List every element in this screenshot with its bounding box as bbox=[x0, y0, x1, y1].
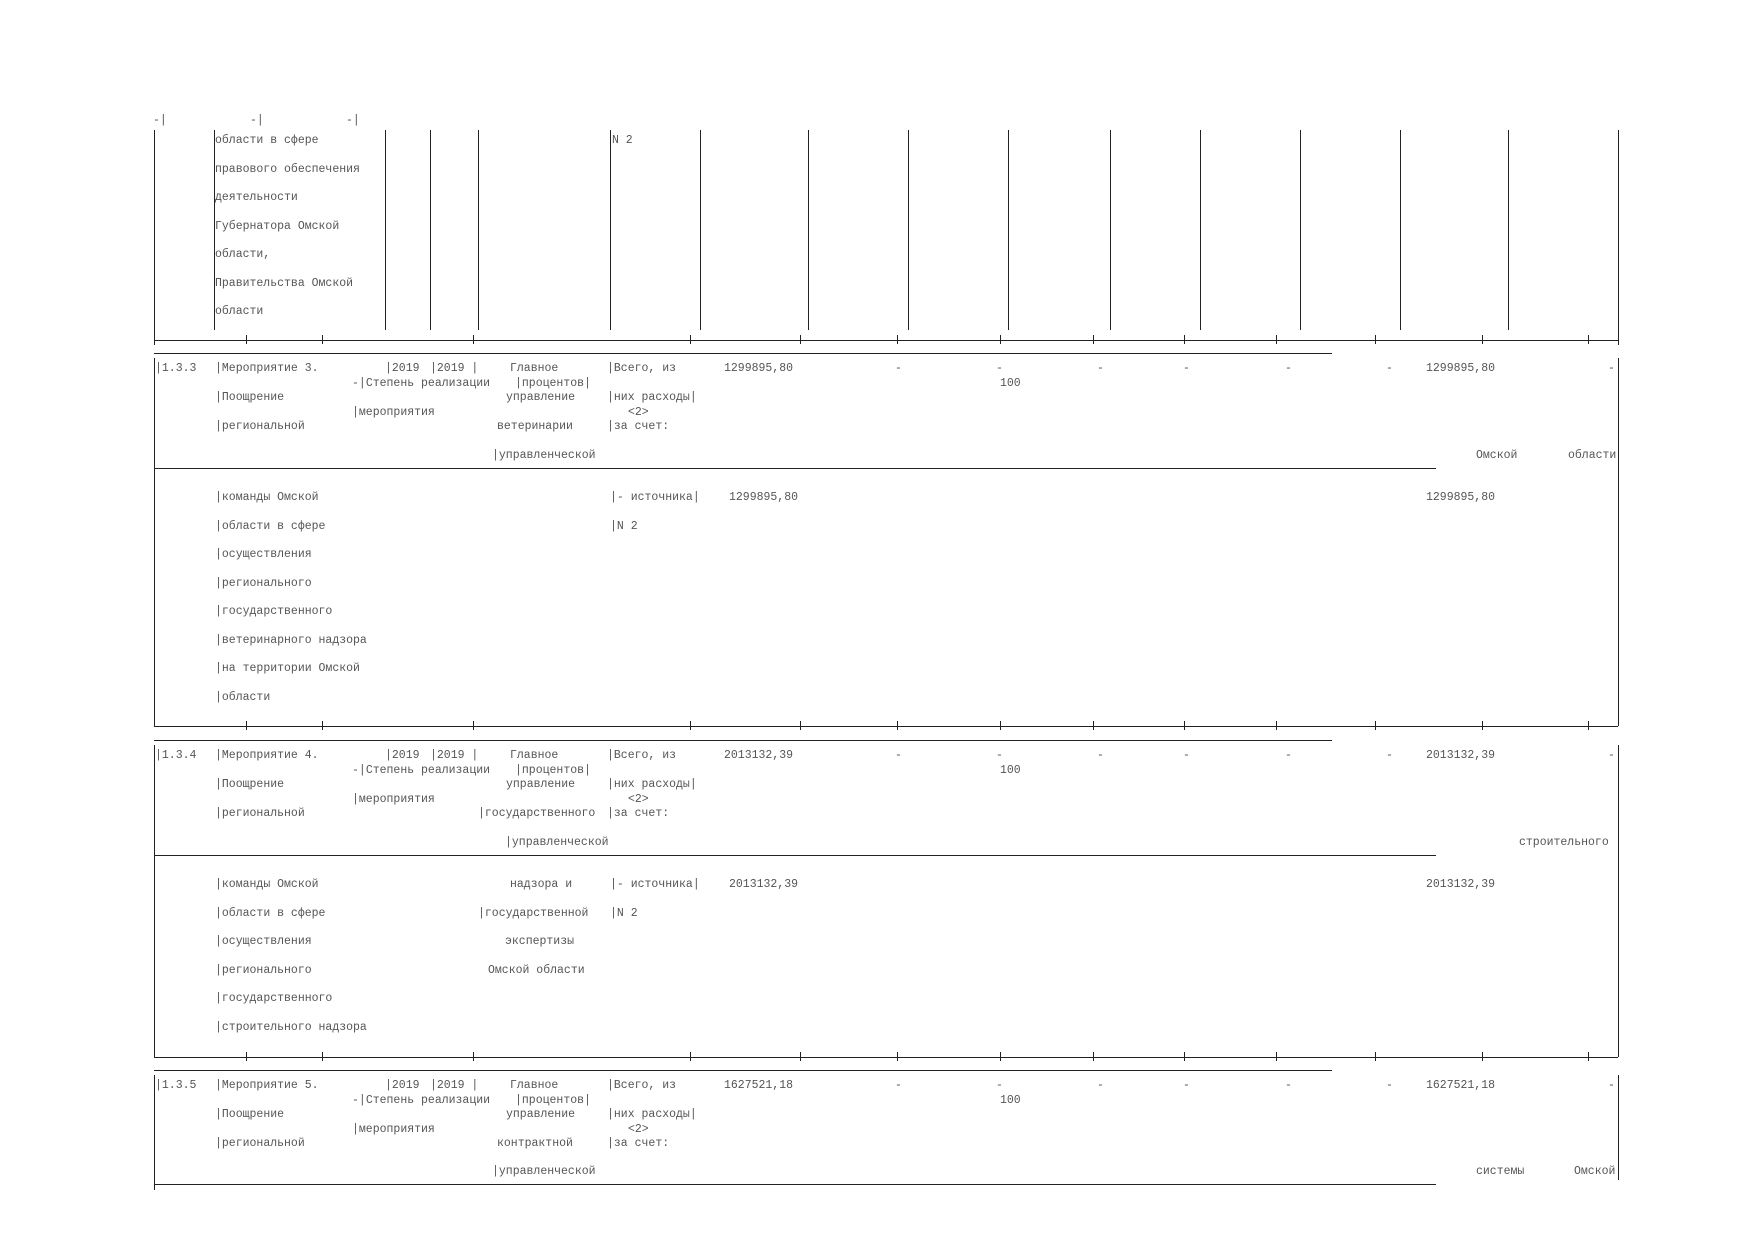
col-sep bbox=[700, 130, 701, 330]
col-sep bbox=[610, 130, 611, 330]
name-line: |региональной bbox=[215, 1137, 305, 1150]
col-tick bbox=[1276, 721, 1277, 730]
dash-cell: - bbox=[895, 362, 902, 375]
source-total: 2013132,39 bbox=[729, 878, 799, 891]
executor-wrap: |управленческой bbox=[492, 1165, 596, 1178]
executor-line: |государственного bbox=[478, 807, 596, 820]
row-divider bbox=[154, 468, 1436, 469]
name-line: |Поощрение bbox=[215, 1108, 285, 1121]
col-tick bbox=[1276, 1052, 1277, 1061]
dash-cell: - bbox=[1386, 749, 1393, 762]
executor-line: контрактной bbox=[497, 1137, 573, 1150]
col-tick bbox=[1093, 721, 1094, 730]
name-line: |строительного надзора bbox=[215, 1021, 367, 1034]
row-divider bbox=[154, 1070, 1332, 1071]
col-sep bbox=[1110, 130, 1111, 330]
executor-line: управление bbox=[506, 391, 576, 404]
col-tick bbox=[1000, 1052, 1001, 1061]
dash-cell: - bbox=[1386, 1079, 1393, 1092]
dash-cell: - bbox=[996, 1079, 1003, 1092]
col-sep bbox=[1400, 130, 1401, 330]
finance-line: |за счет: bbox=[607, 1137, 670, 1150]
source-total-right: 2013132,39 bbox=[1426, 878, 1496, 891]
dash-cell: - bbox=[1183, 1079, 1190, 1092]
col-tick bbox=[1184, 335, 1185, 344]
col-tick bbox=[1588, 1052, 1589, 1061]
finance-line: |- источника| bbox=[610, 878, 700, 891]
dash-cell: -| bbox=[153, 114, 167, 127]
dash-cell: - bbox=[1097, 1079, 1104, 1092]
name-line: |ветеринарного надзора bbox=[215, 634, 367, 647]
col-tick bbox=[897, 1052, 898, 1061]
indicator: -|Степень реализации bbox=[352, 1094, 491, 1107]
total-value: 1627521,18 bbox=[724, 1079, 794, 1092]
dash-cell: - bbox=[1183, 749, 1190, 762]
finance-line: |N 2 bbox=[610, 520, 638, 533]
row-divider bbox=[154, 726, 1618, 727]
col-tick bbox=[1482, 721, 1483, 730]
cont-name-line: правового обеспечения bbox=[215, 163, 360, 176]
name-line: |области в сфере bbox=[215, 907, 326, 920]
executor-wrap: |управленческой bbox=[505, 836, 609, 849]
finance-line: <2> bbox=[628, 1123, 649, 1136]
row-number: |1.3.3 bbox=[155, 362, 197, 375]
executor-line: экспертизы bbox=[505, 935, 575, 948]
table-left-border bbox=[154, 358, 155, 726]
col-tick bbox=[473, 721, 474, 730]
cont-name-line: Правительства Омской bbox=[215, 277, 354, 290]
indicator-line2: |мероприятия bbox=[352, 406, 435, 419]
col-tick bbox=[1000, 335, 1001, 344]
table-left-border bbox=[154, 130, 155, 345]
name-line: |Поощрение bbox=[215, 778, 285, 791]
name-line: |на территории Омской bbox=[215, 662, 360, 675]
dash-cell: - bbox=[996, 749, 1003, 762]
total-value-right: 1299895,80 bbox=[1426, 362, 1496, 375]
dash-cell: - bbox=[1608, 362, 1615, 375]
executor-line: Главное bbox=[510, 749, 559, 762]
row-number: |1.3.4 bbox=[155, 749, 197, 762]
unit: |процентов| bbox=[515, 377, 591, 390]
executor-wrap: системы bbox=[1476, 1165, 1525, 1178]
col-tick bbox=[246, 335, 247, 344]
name-line: |Поощрение bbox=[215, 391, 285, 404]
executor-line: Омской области bbox=[488, 964, 585, 977]
target-value: 100 bbox=[1000, 1094, 1021, 1107]
col-sep bbox=[1008, 130, 1009, 330]
indicator-line2: |мероприятия bbox=[352, 793, 435, 806]
col-tick bbox=[1375, 1052, 1376, 1061]
table-right-border bbox=[1618, 745, 1619, 1057]
dash-cell: - bbox=[1097, 362, 1104, 375]
col-tick bbox=[800, 1052, 801, 1061]
table-left-border bbox=[154, 1075, 155, 1190]
finance-line: <2> bbox=[628, 793, 649, 806]
name-line: |регионального bbox=[215, 964, 312, 977]
row-divider bbox=[154, 1057, 1618, 1058]
year-end: |2019 | bbox=[430, 749, 479, 762]
col-tick bbox=[690, 335, 691, 344]
finance-line: |- источника| bbox=[610, 491, 700, 504]
finance-line: |Всего, из bbox=[607, 749, 677, 762]
year-start: |2019 bbox=[385, 749, 420, 762]
cont-source-note: N 2 bbox=[612, 134, 633, 147]
col-sep bbox=[385, 130, 386, 330]
col-tick bbox=[1093, 335, 1094, 344]
col-tick bbox=[1588, 335, 1589, 344]
col-tick bbox=[690, 1052, 691, 1061]
col-sep bbox=[808, 130, 809, 330]
col-tick bbox=[1375, 721, 1376, 730]
name-line: |команды Омской bbox=[215, 878, 319, 891]
dash-cell: - bbox=[1285, 362, 1292, 375]
executor-line: |государственной bbox=[478, 907, 589, 920]
finance-line: |Всего, из bbox=[607, 1079, 677, 1092]
col-tick bbox=[246, 1052, 247, 1061]
name-line: |осуществления bbox=[215, 548, 312, 561]
col-tick bbox=[1184, 1052, 1185, 1061]
table-right-border bbox=[1618, 130, 1619, 345]
name-line: |региональной bbox=[215, 807, 305, 820]
finance-line: |за счет: bbox=[607, 420, 670, 433]
indicator: -|Степень реализации bbox=[352, 764, 491, 777]
total-value-right: 2013132,39 bbox=[1426, 749, 1496, 762]
executor-wrap: Омской bbox=[1574, 1165, 1616, 1178]
row-title: |Мероприятие 4. bbox=[215, 749, 319, 762]
cont-name-line: области в сфере bbox=[215, 134, 319, 147]
finance-line: <2> bbox=[628, 406, 649, 419]
executor-line: ветеринарии bbox=[497, 420, 573, 433]
row-title: |Мероприятие 5. bbox=[215, 1079, 319, 1092]
row-divider bbox=[154, 340, 1618, 341]
col-tick bbox=[800, 335, 801, 344]
dash-cell: -| bbox=[250, 114, 264, 127]
dash-cell: - bbox=[1608, 1079, 1615, 1092]
col-tick bbox=[690, 721, 691, 730]
name-line: |области bbox=[215, 691, 271, 704]
executor-line: Главное bbox=[510, 362, 559, 375]
total-value-right: 1627521,18 bbox=[1426, 1079, 1496, 1092]
executor-line: управление bbox=[506, 778, 576, 791]
finance-line: |N 2 bbox=[610, 907, 638, 920]
cont-name-line: деятельности bbox=[215, 191, 298, 204]
year-end: |2019 | bbox=[430, 362, 479, 375]
executor-line: управление bbox=[506, 1108, 576, 1121]
name-line: |государственного bbox=[215, 605, 333, 618]
name-line: |региональной bbox=[215, 420, 305, 433]
year-start: |2019 bbox=[385, 1079, 420, 1092]
row-divider bbox=[154, 740, 1332, 741]
executor-wrap: Омской bbox=[1476, 449, 1518, 462]
col-tick bbox=[246, 721, 247, 730]
finance-line: |них расходы| bbox=[607, 1108, 697, 1121]
col-tick bbox=[1375, 335, 1376, 344]
indicator-line2: |мероприятия bbox=[352, 1123, 435, 1136]
col-tick bbox=[1276, 335, 1277, 344]
finance-line: |них расходы| bbox=[607, 391, 697, 404]
source-total: 1299895,80 bbox=[729, 491, 799, 504]
dash-cell: - bbox=[1285, 749, 1292, 762]
row-number: |1.3.5 bbox=[155, 1079, 197, 1092]
finance-line: |них расходы| bbox=[607, 778, 697, 791]
target-value: 100 bbox=[1000, 377, 1021, 390]
col-sep bbox=[478, 130, 479, 330]
col-tick bbox=[1093, 1052, 1094, 1061]
name-line: |осуществления bbox=[215, 935, 312, 948]
executor-line: Главное bbox=[510, 1079, 559, 1092]
total-value: 2013132,39 bbox=[724, 749, 794, 762]
finance-line: |за счет: bbox=[607, 807, 670, 820]
col-tick bbox=[1482, 1052, 1483, 1061]
col-sep bbox=[430, 130, 431, 330]
dash-cell: -| bbox=[346, 114, 360, 127]
row-divider bbox=[154, 1184, 1436, 1185]
name-line: |регионального bbox=[215, 577, 312, 590]
dash-cell: - bbox=[895, 749, 902, 762]
table-right-border bbox=[1618, 1075, 1619, 1180]
dash-cell: - bbox=[1608, 749, 1615, 762]
dash-cell: - bbox=[895, 1079, 902, 1092]
dash-cell: - bbox=[1097, 749, 1104, 762]
name-line: |государственного bbox=[215, 992, 333, 1005]
row-title: |Мероприятие 3. bbox=[215, 362, 319, 375]
row-divider bbox=[154, 855, 1436, 856]
col-tick bbox=[1482, 335, 1483, 344]
row-divider bbox=[154, 353, 1332, 354]
col-sep bbox=[1300, 130, 1301, 330]
cont-name-line: области bbox=[215, 305, 264, 318]
target-value: 100 bbox=[1000, 764, 1021, 777]
finance-line: |Всего, из bbox=[607, 362, 677, 375]
col-tick bbox=[473, 335, 474, 344]
year-start: |2019 bbox=[385, 362, 420, 375]
dash-cell: - bbox=[1386, 362, 1393, 375]
name-line: |области в сфере bbox=[215, 520, 326, 533]
col-tick bbox=[1588, 721, 1589, 730]
table-left-border bbox=[154, 745, 155, 1057]
col-tick bbox=[473, 1052, 474, 1061]
executor-wrap: строительного bbox=[1519, 836, 1609, 849]
col-tick bbox=[897, 335, 898, 344]
col-sep bbox=[1508, 130, 1509, 330]
table-right-border bbox=[1618, 358, 1619, 726]
dash-cell: - bbox=[1285, 1079, 1292, 1092]
col-tick bbox=[322, 721, 323, 730]
col-tick bbox=[322, 335, 323, 344]
col-tick bbox=[322, 1052, 323, 1061]
col-sep bbox=[908, 130, 909, 330]
source-total-right: 1299895,80 bbox=[1426, 491, 1496, 504]
col-tick bbox=[1000, 721, 1001, 730]
unit: |процентов| bbox=[515, 764, 591, 777]
dash-cell: - bbox=[1183, 362, 1190, 375]
executor-wrap: области bbox=[1568, 449, 1617, 462]
unit: |процентов| bbox=[515, 1094, 591, 1107]
col-tick bbox=[897, 721, 898, 730]
col-tick bbox=[800, 721, 801, 730]
executor-wrap: |управленческой bbox=[492, 449, 596, 462]
executor-line: надзора и bbox=[510, 878, 573, 891]
col-sep bbox=[1200, 130, 1201, 330]
year-end: |2019 | bbox=[430, 1079, 479, 1092]
name-line: |команды Омской bbox=[215, 491, 319, 504]
indicator: -|Степень реализации bbox=[352, 377, 491, 390]
col-tick bbox=[1184, 721, 1185, 730]
cont-name-line: области, bbox=[215, 248, 271, 261]
dash-cell: - bbox=[996, 362, 1003, 375]
cont-name-line: Губернатора Омской bbox=[215, 220, 340, 233]
col-sep bbox=[214, 130, 215, 330]
total-value: 1299895,80 bbox=[724, 362, 794, 375]
